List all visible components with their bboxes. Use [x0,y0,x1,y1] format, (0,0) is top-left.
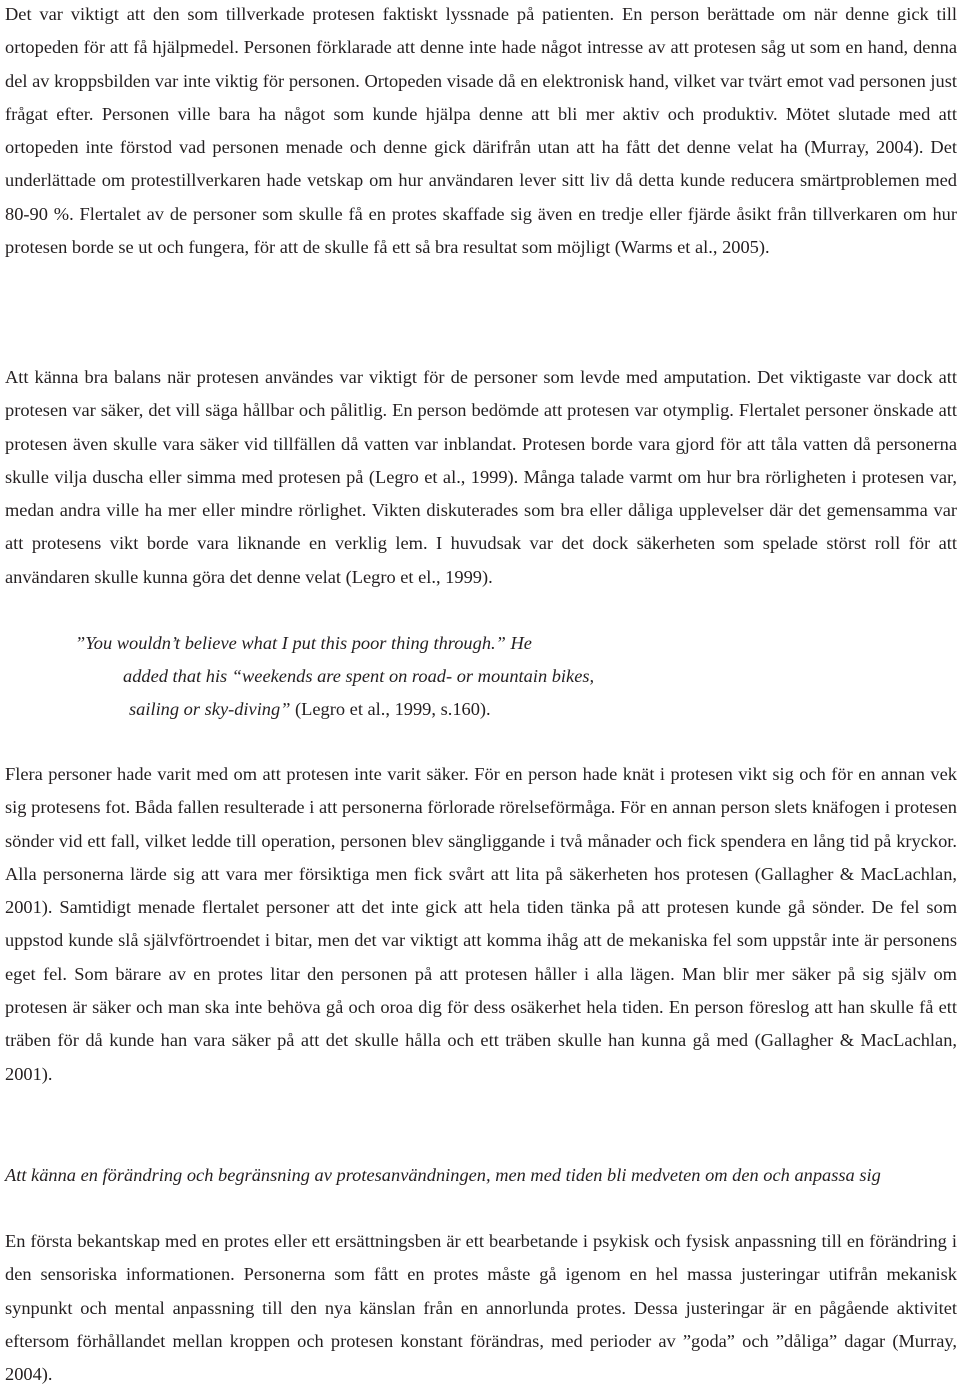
quote-line-3 [129,693,491,726]
quote-line-2: added that his “weekends are spent on road- or mountain bikes, [123,666,595,686]
quote-line-3-text: sailing or sky-diving” [129,699,291,719]
paragraph-prosthesis-maker: Det var viktigt att den som tillverkade protesen faktiskt lyssnade på patienten. En person berättade om när denne gick till ortopeden för att få hjälpmedel. Personen förklarade att denne inte hade något intresse av att protesen såg ut som en hand, denna del av kroppsbilden var inte viktig för personen. Ortopeden visade då en elektronisk hand, vilket var tvärt emot vad personen just frågat efter. Personen ville bara ha något som kunde hjälpa denne att bli mer aktiv och produktiv. Mötet slutade med att ortopeden inte förstod vad personen menade och denne gick därifrån utan att ha fått det denne velat ha (Murray, 2004). Det underlättade om protestillverkaren hade vetskap om hur användaren lever sitt liv då detta kunde reducera smärtproblemen med 80-90 %. Flertalet av de personer som skulle få en protes skaffade sig även en tredje eller fjärde åsikt från tillverkaren om hur protesen borde se ut och fungera, för att de skulle få ett så bra resultat som möjligt (Warms et al., 2005). [5,4,957,258]
paragraph-adaptation: En första bekantskap med en protes eller ett ersättningsben är ett bearbetande i psykisk och fysisk anpassning till en förändring i den sensoriska informationen. Personerna som fått en protes måste gå igenom en hel massa justeringar utifrån mekanisk synpunkt och mental anpassning till den nya känslan från en annorlunda protes. Dessa justeringar är en pågående aktivitet eftersom förhållandet mellan kroppen och protesen konstant förändras, med perioder av ”goda” och ”dåliga” dagar (Murray, 2004). [5,1231,957,1385]
paragraph-unsafe-prosthesis: Flera personer hade varit med om att protesen inte varit säker. För en person hade knät i protesen vikt sig och för en annan vek sig protesens fot. Båda fallen resulterade i att personerna förlorade rörelseförmåga. För en annan person slets knäfogen i protesen sönder vid ett fall, vilket ledde till operation, personen blev sängliggande i två månader och fick spendera en lång tid på kryckor. Alla personerna lärde sig att vara mer försiktiga men fick svårt att lita på säkerheten hos protesen (Gallagher & MacLachlan, 2001). Samtidigt menade flertalet personer att det inte gick att hela tiden tänka på att protesen kunde gå sönder. De fel som uppstod kunde slå självförtroendet i bitar, men det var viktigt att komma ihåg att de mekaniska fel som uppstår inte är personens eget fel. Som bärare av en protes litar den personen på att protesen håller i alla lägen. Man blir mer säker på sig själv om protesen är säker och man ska inte behöva gå och oroa dig för dess osäkerhet hela tiden. En person föreslog att han skulle få ett träben för då kunde han vara säker på att det skulle hålla och ett träben skulle han kunna gå med (Gallagher & MacLachlan, 2001). [5,764,957,1084]
paragraph-balance-safety: Att känna bra balans när protesen användes var viktigt för de personer som levde med amputation. Det viktigaste var dock att protesen var säker, det vill säga hållbar och pålitlig. En person bedömde att protesen var otymplig. Flertalet personer önskade att protesen även skulle vara säker vid tillfällen då vatten var inblandat. Protesen borde vara gjord för att tåla vatten då personerna skulle vilja duscha eller simma med protesen på (Legro et al., 1999). Många talade varmt om hur bra rörligheten i protesen var, medan andra ville ha mer eller mindre rörlighet. Vikten diskuterades som bra eller dåliga upplevelser där det gemensamma var att protesens vikt borde vara liknande en verklig lem. I huvudsak var det dock säkerheten som spelade störst roll för att användaren skulle kunna göra det denne velat (Legro et el., 1999). [5,367,957,587]
quote-citation: (Legro et al., 1999, s.160). [290,699,491,719]
section-heading: Att känna en förändring och begränsning av protesanvändningen, men med tiden bli medveten om den och anpassa sig [5,1165,881,1185]
quote-line-1: ”You wouldn’t believe what I put this poor thing through.” He [75,633,532,653]
